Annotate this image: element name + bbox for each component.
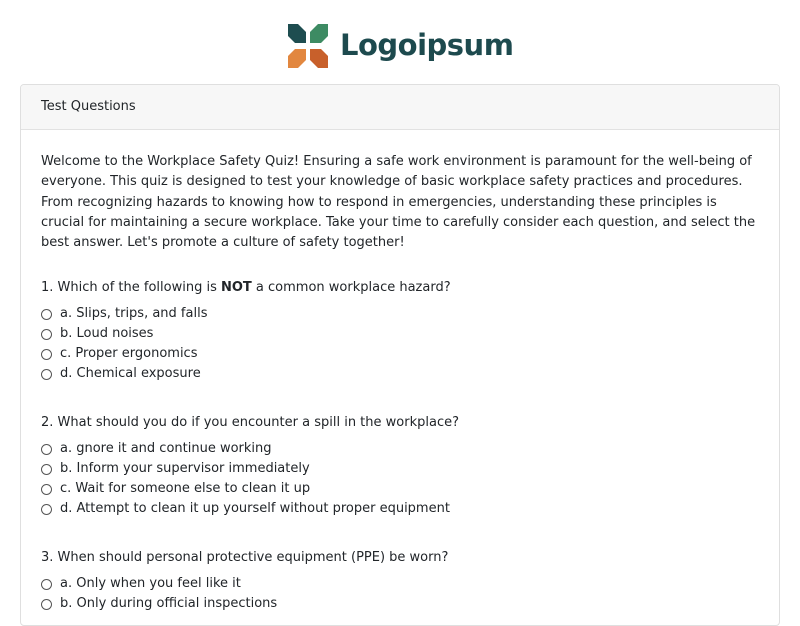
answer-label[interactable]: c. Proper ergonomics	[60, 346, 198, 362]
answer-label[interactable]: d. Chemical exposure	[60, 366, 201, 382]
question-list	[41, 279, 759, 614]
answer-label[interactable]: b. Loud noises	[60, 326, 154, 342]
radio-button[interactable]	[41, 444, 52, 455]
question-prefix: 2. What should you do if you encounter a spill in the workplace?	[41, 415, 459, 431]
question-1	[41, 279, 759, 384]
radio-button[interactable]	[41, 464, 52, 475]
answer-label[interactable]: c. Wait for someone else to clean it up	[60, 481, 311, 497]
answer-label[interactable]: a. Slips, trips, and falls	[60, 306, 208, 322]
answer-label[interactable]: b. Only during official inspections	[60, 596, 278, 612]
question-suffix: a common workplace hazard?	[251, 280, 451, 296]
card-title: Test Questions	[41, 99, 136, 114]
logo-text: Logoipsum	[340, 27, 514, 62]
question-emphasis: NOT	[220, 280, 252, 296]
radio-button[interactable]	[41, 579, 52, 590]
answer-label[interactable]: b. Inform your supervisor immediately	[60, 461, 310, 477]
question-text	[41, 279, 759, 297]
radio-button[interactable]	[41, 369, 52, 380]
card-header	[21, 85, 779, 130]
answer-option[interactable]	[41, 594, 759, 614]
radio-button[interactable]	[41, 599, 52, 610]
answer-option[interactable]	[41, 439, 759, 459]
radio-button[interactable]	[41, 309, 52, 320]
radio-button[interactable]	[41, 329, 52, 340]
answer-option[interactable]	[41, 459, 759, 479]
radio-button[interactable]	[41, 504, 52, 515]
answer-label[interactable]: a. Only when you feel like it	[60, 576, 241, 592]
answer-option[interactable]	[41, 574, 759, 594]
answer-option[interactable]	[41, 324, 759, 344]
page-header	[0, 0, 800, 84]
answer-label[interactable]: d. Attempt to clean it up yourself without proper equipment	[60, 501, 450, 517]
answer-option[interactable]	[41, 479, 759, 499]
answer-option[interactable]	[41, 344, 759, 364]
question-2	[41, 414, 759, 519]
answer-option[interactable]	[41, 499, 759, 519]
quiz-card	[20, 84, 780, 626]
question-prefix: 3. When should personal protective equipment (PPE) be worn?	[41, 550, 449, 566]
question-text	[41, 414, 759, 432]
radio-button[interactable]	[41, 349, 52, 360]
logo-mark-icon	[286, 21, 330, 71]
answer-option[interactable]	[41, 304, 759, 324]
answer-option[interactable]	[41, 364, 759, 384]
question-3	[41, 549, 759, 614]
logo	[286, 21, 513, 71]
intro-text: Welcome to the Workplace Safety Quiz! Ensuring a safe work environment is paramount for the well-being of everyone. This quiz is designed to test your knowledge of basic workplace safety practices and procedures. From recognizing hazards to knowing how to respond in emergencies, understanding these principles is crucial for maintaining a secure workplace. Take your time to carefully consider each question, and select the best answer. Let's promote a culture of safety together!	[41, 154, 756, 251]
question-prefix: 1. Which of the following is	[41, 280, 221, 296]
card-body	[21, 130, 779, 614]
question-text	[41, 549, 759, 567]
radio-button[interactable]	[41, 484, 52, 495]
answer-label[interactable]: a. gnore it and continue working	[60, 441, 272, 457]
